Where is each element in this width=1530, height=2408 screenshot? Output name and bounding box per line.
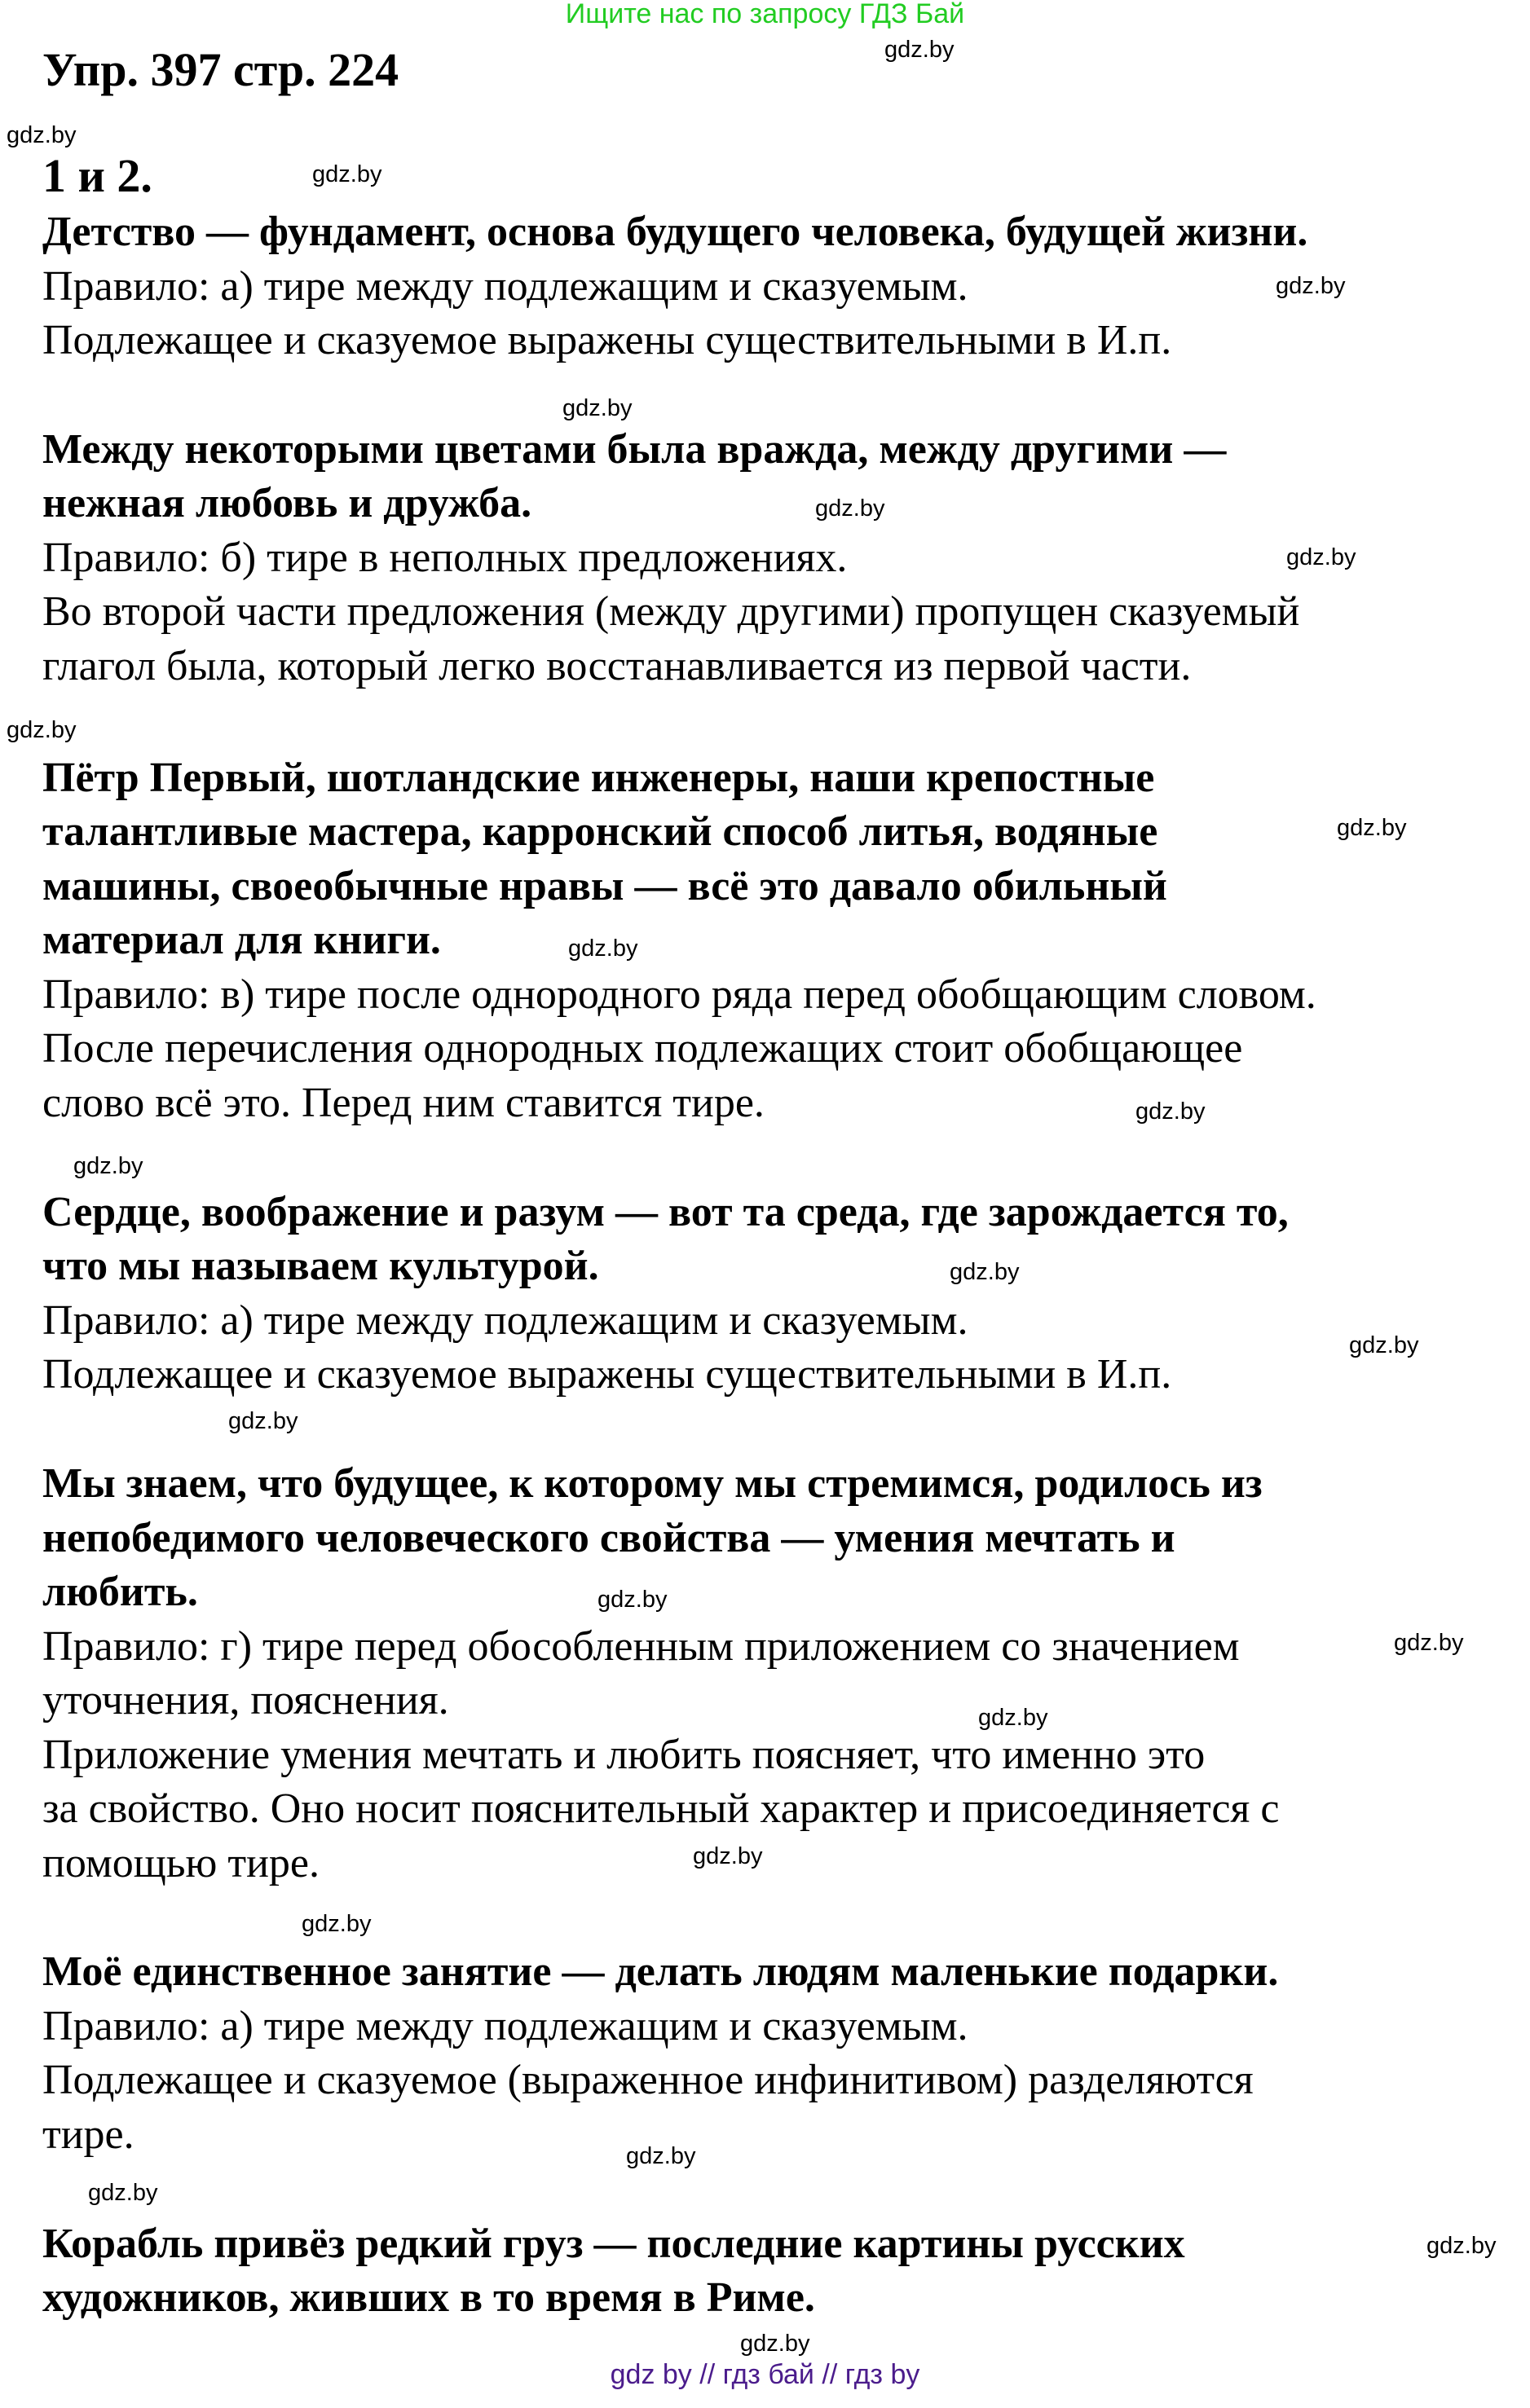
rule-explanation: Правило: б) тире в неполных предложениях.	[42, 535, 848, 581]
watermark: gdz.by	[740, 2331, 810, 2357]
rule-explanation: Во второй части предложения (между другими) пропущен сказуемый	[42, 588, 1300, 635]
watermark: gdz.by	[302, 1911, 372, 1937]
example-sentence: Сердце, воображение и разум — вот та среда, где зарождается то,	[42, 1189, 1289, 1235]
watermark: gdz.by	[228, 1408, 298, 1434]
watermark: gdz.by	[73, 1153, 143, 1179]
example-sentence: непобедимого человеческого свойства — умения мечтать и	[42, 1515, 1175, 1561]
rule-explanation: Правило: а) тире между подлежащим и сказуемым.	[42, 263, 968, 310]
rule-explanation: глагол была, который легко восстанавливается из первой части.	[42, 643, 1192, 689]
rule-explanation: Подлежащее и сказуемое (выраженное инфинитивом) разделяются	[42, 2057, 1254, 2103]
watermark: gdz.by	[597, 1587, 668, 1613]
example-sentence: любить.	[42, 1569, 198, 1615]
search-banner[interactable]: Ищите нас по запросу ГДЗ Бай	[565, 0, 965, 29]
rule-explanation: тире.	[42, 2111, 134, 2158]
watermark: gdz.by	[626, 2143, 696, 2169]
watermark: gdz.by	[1286, 544, 1356, 570]
rule-explanation: Подлежащее и сказуемое выражены существительными в И.п.	[42, 317, 1172, 363]
watermark: gdz.by	[1276, 273, 1346, 299]
example-sentence: Пётр Первый, шотландские инженеры, наши крепостные	[42, 755, 1155, 801]
rule-explanation: Правило: в) тире после однородного ряда перед обобщающим словом.	[42, 971, 1316, 1018]
rule-explanation: уточнения, пояснения.	[42, 1677, 449, 1723]
example-sentence: Моё единственное занятие — делать людям маленькие подарки.	[42, 1948, 1279, 1995]
watermark: gdz.by	[7, 717, 77, 743]
rule-explanation: Правило: а) тире между подлежащим и сказуемым.	[42, 2003, 968, 2049]
rule-explanation: Приложение умения мечтать и любить поясняет, что именно это	[42, 1732, 1206, 1778]
rule-explanation: за свойство. Оно носит пояснительный характер и присоединяется с	[42, 1785, 1280, 1832]
watermark: gdz.by	[815, 495, 885, 522]
example-sentence: Между некоторыми цветами была вражда, между другими —	[42, 426, 1227, 473]
example-sentence: Корабль привёз редкий груз — последние картины русских	[42, 2221, 1185, 2267]
watermark: gdz.by	[1135, 1098, 1206, 1125]
watermark: gdz.by	[693, 1843, 763, 1869]
task-number: 1 и 2.	[42, 149, 152, 202]
example-sentence: Детство — фундамент, основа будущего человека, будущей жизни.	[42, 209, 1308, 255]
watermark: gdz.by	[1394, 1630, 1464, 1656]
example-sentence: Мы знаем, что будущее, к которому мы стремимся, родилось из	[42, 1460, 1263, 1507]
footer-links[interactable]: gdz by // гдз бай // гдз by	[610, 2359, 920, 2390]
watermark: gdz.by	[1337, 815, 1407, 841]
watermark: gdz.by	[978, 1705, 1048, 1731]
watermark: gdz.by	[950, 1259, 1020, 1285]
exercise-title: Упр. 397 стр. 224	[42, 43, 399, 96]
watermark: gdz.by	[312, 161, 382, 187]
example-sentence: нежная любовь и дружба.	[42, 480, 532, 526]
example-sentence: талантливые мастера, карронский способ литья, водяные	[42, 808, 1158, 855]
rule-explanation: слово всё это. Перед ним ставится тире.	[42, 1080, 765, 1126]
example-sentence: художников, живших в то время в Риме.	[42, 2274, 815, 2321]
rule-explanation: Правило: г) тире перед обособленным приложением со значением	[42, 1623, 1240, 1670]
example-sentence: материал для книги.	[42, 917, 441, 963]
rule-explanation: помощью тире.	[42, 1840, 320, 1886]
example-sentence: машины, своеобычные нравы — всё это давало обильный	[42, 863, 1167, 909]
watermark: gdz.by	[562, 395, 633, 421]
watermark: gdz.by	[88, 2180, 158, 2206]
rule-explanation: После перечисления однородных подлежащих стоит обобщающее	[42, 1025, 1243, 1072]
watermark: gdz.by	[7, 122, 77, 148]
watermark: gdz.by	[1426, 2233, 1497, 2259]
rule-explanation: Подлежащее и сказуемое выражены существительными в И.п.	[42, 1351, 1172, 1398]
watermark: gdz.by	[568, 935, 638, 962]
watermark: gdz.by	[1349, 1332, 1419, 1358]
watermark: gdz.by	[884, 37, 955, 63]
rule-explanation: Правило: а) тире между подлежащим и сказуемым.	[42, 1297, 968, 1344]
example-sentence: что мы называем культурой.	[42, 1243, 599, 1289]
